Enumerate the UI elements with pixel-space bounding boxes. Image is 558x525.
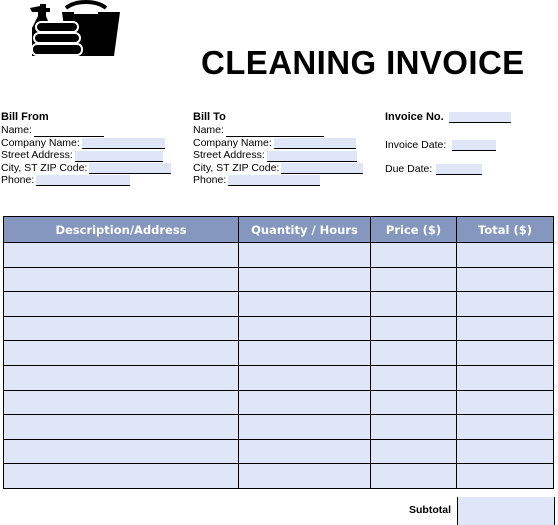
bill-from-name-field[interactable] [34,126,104,137]
price-cell[interactable] [371,341,457,366]
description-cell[interactable] [4,341,239,366]
invoice-number-row [385,111,511,123]
column-header-description: Description/Address [4,217,239,243]
invoice-items-table [3,216,554,489]
table-row [4,464,554,489]
quantity-cell[interactable] [239,415,371,440]
total-cell[interactable] [457,341,554,366]
total-cell[interactable] [457,390,554,415]
bill-from-company-label: Company Name: [1,136,80,149]
bill-from-name-label: Name: [1,124,32,137]
cleaning-supplies-icon [26,0,122,60]
column-header-quantity: Quantity / Hours [239,217,371,243]
price-cell[interactable] [371,390,457,415]
description-cell[interactable] [4,390,239,415]
bill-from-city-label: City, ST ZIP Code: [1,161,88,174]
invoice-date-row [385,139,496,151]
due-date-field[interactable] [436,164,482,175]
quantity-cell[interactable] [239,341,371,366]
table-row [4,316,554,341]
table-row [4,365,554,390]
quantity-cell[interactable] [239,464,371,489]
table-row [4,267,554,292]
price-cell[interactable] [371,365,457,390]
total-cell[interactable] [457,267,554,292]
table-row [4,415,554,440]
quantity-cell[interactable] [239,439,371,464]
description-cell[interactable] [4,267,239,292]
description-cell[interactable] [4,243,239,268]
quantity-cell[interactable] [239,390,371,415]
price-cell[interactable] [371,292,457,317]
quantity-cell[interactable] [239,292,371,317]
bill-to-name-label: Name: [193,124,224,137]
quantity-cell[interactable] [239,365,371,390]
description-cell[interactable] [4,464,239,489]
price-cell[interactable] [371,439,457,464]
bill-to-name-field[interactable] [226,126,324,137]
price-cell[interactable] [371,464,457,489]
invoice-number-label: Invoice No. [385,111,444,123]
table-header-row [4,217,554,243]
bill-to-section [193,111,363,186]
total-cell[interactable] [457,439,554,464]
price-cell[interactable] [371,243,457,268]
total-cell[interactable] [457,415,554,440]
price-cell[interactable] [371,415,457,440]
bill-to-heading: Bill To [193,111,226,123]
bill-from-street-label: Street Address: [1,149,73,162]
column-header-total: Total ($) [457,217,554,243]
subtotal-label: Subtotal [409,504,451,516]
table-row [4,390,554,415]
description-cell[interactable] [4,316,239,341]
bill-to-street-label: Street Address: [193,149,265,162]
description-cell[interactable] [4,439,239,464]
bill-from-company-field[interactable] [82,138,165,149]
table-row [4,292,554,317]
bill-from-phone-field[interactable] [36,175,130,186]
quantity-cell[interactable] [239,243,371,268]
quantity-cell[interactable] [239,267,371,292]
bill-to-company-field[interactable] [274,138,356,149]
due-date-row [385,163,482,175]
total-cell[interactable] [457,243,554,268]
total-cell[interactable] [457,365,554,390]
bill-from-phone-label: Phone: [1,174,35,187]
invoice-date-field[interactable] [452,140,496,151]
bill-to-city-label: City, ST ZIP Code: [193,161,280,174]
table-row [4,439,554,464]
price-cell[interactable] [371,267,457,292]
bill-to-company-label: Company Name: [193,136,272,149]
description-cell[interactable] [4,365,239,390]
column-header-price: Price ($) [371,217,457,243]
table-row [4,341,554,366]
total-cell[interactable] [457,292,554,317]
bill-from-section [1,111,171,186]
due-date-label: Due Date: [385,163,433,175]
invoice-number-field[interactable] [449,112,511,123]
quantity-cell[interactable] [239,316,371,341]
description-cell[interactable] [4,292,239,317]
total-cell[interactable] [457,316,554,341]
price-cell[interactable] [371,316,457,341]
bill-to-street-field[interactable] [267,151,357,162]
table-row [4,243,554,268]
description-cell[interactable] [4,415,239,440]
bill-to-city-field[interactable] [281,163,363,174]
total-cell[interactable] [457,464,554,489]
table-body [4,243,554,489]
invoice-date-label: Invoice Date: [385,139,447,151]
bill-to-phone-field[interactable] [228,175,320,186]
invoice-title: CLEANING INVOICE [201,44,525,81]
subtotal-field[interactable] [457,497,555,525]
bill-from-city-field[interactable] [89,163,171,174]
bill-from-street-field[interactable] [75,151,163,162]
bill-to-phone-label: Phone: [193,174,227,187]
bill-from-heading: Bill From [1,111,49,123]
